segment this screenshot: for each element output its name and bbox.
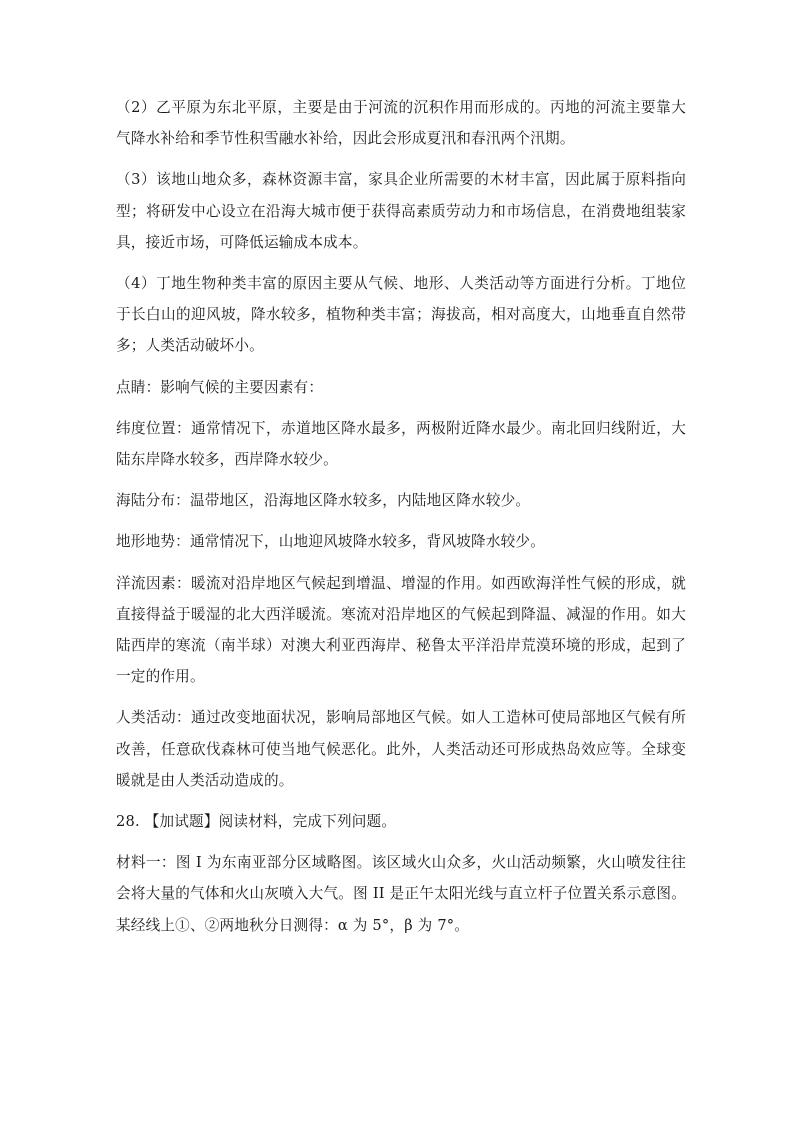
answer-part-3: （3）该地山地众多，森林资源丰富，家具企业所需要的木材丰富，因此属于原料指向型；将研发中心设立在沿海大城市便于获得高素质劳动力和市场信息，在消费地组装家具，接近市场，可降低运输成本成本。 xyxy=(116,171,686,251)
question-28-material-1: 材料一：图 I 为东南亚部分区域略图。该区域火山众多，火山活动频繁，火山喷发往往会将大量的气体和火山灰喷入大气。图 II 是正午太阳光线与直立杆子位置关系示意图。某经线上①、②两地秋分日测得：α 为 5°，β 为 7°。 xyxy=(116,854,686,934)
factor-terrain: 地形地势：通常情况下，山地迎风坡降水较多，背风坡降水较少。 xyxy=(116,533,546,551)
factor-land-sea: 海陆分布：温带地区，沿海地区降水较多，内陆地区降水较少。 xyxy=(116,492,531,510)
factor-human-activity: 人类活动：通过改变地面状况，影响局部地区气候。如人工造林可使局部地区气候有所改善，任意砍伐森林可使当地气候恶化。此外，人类活动还可形成热岛效应等。全球变暖就是由人类活动造成的。 xyxy=(116,709,686,789)
commentary-heading: 点睛：影响气候的主要因素有： xyxy=(116,378,324,396)
document-body xyxy=(116,92,686,951)
answer-part-4: （4）丁地生物种类丰富的原因主要从气候、地形、人类活动等方面进行分析。丁地位于长白山的迎风坡，降水较多，植物种类丰富；海拔高，相对高度大，山地垂直自然带多；人类活动破坏小。 xyxy=(116,275,686,355)
answer-part-2: （2）乙平原为东北平原，主要是由于河流的沉积作用而形成的。丙地的河流主要靠大气降水补给和季节性积雪融水补给，因此会形成夏汛和春汛两个汛期。 xyxy=(116,99,686,148)
factor-ocean-currents: 洋流因素：暖流对沿岸地区气候起到增温、增湿的作用。如西欧海洋性气候的形成，就直接得益于暖湿的北大西洋暖流。寒流对沿岸地区的气候起到降温、减湿的作用。如大陆西岸的寒流（南半球）对澳大利亚西海岸、秘鲁太平洋沿岸荒漠环境的形成，起到了一定的作用。 xyxy=(116,574,686,686)
factor-latitude: 纬度位置：通常情况下，赤道地区降水最多，两极附近降水最少。南北回归线附近，大陆东岸降水较多，西岸降水较少。 xyxy=(116,419,686,469)
question-28-heading: 28. 【加试题】阅读材料，完成下列问题。 xyxy=(116,813,397,831)
